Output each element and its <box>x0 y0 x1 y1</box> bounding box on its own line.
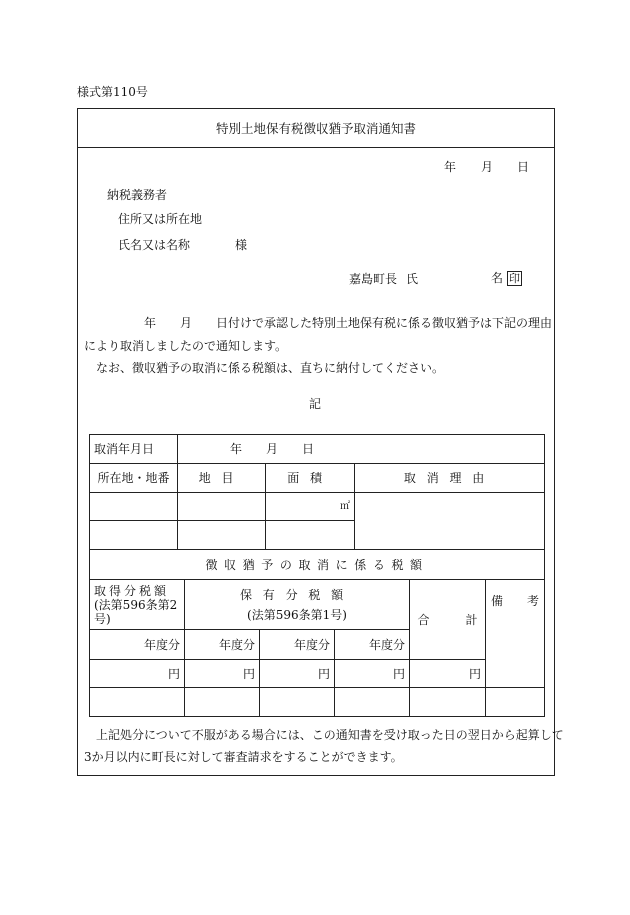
header-location: 所在地・地番 <box>90 464 178 493</box>
year-label-1: 年度分 <box>90 630 185 660</box>
yen-unit-4: 円 <box>335 660 410 688</box>
date-month: 月 <box>481 160 494 174</box>
acq-tax-sub: (法第596条第2号) <box>94 597 178 626</box>
remarks-cell <box>486 688 545 717</box>
amount-cell-total <box>410 688 486 717</box>
header-land-category: 地目 <box>178 464 266 493</box>
form-number: 様式第110号 <box>77 85 148 99</box>
date-year: 年 <box>444 160 457 174</box>
hold-tax-sub: (法第596条第1号) <box>247 607 347 622</box>
document-title: 特別土地保有税徴収猶予取消通知書 <box>215 121 416 136</box>
body-line-1: 年 月 日付けで承認した特別土地保有税に係る徴収猶予は下記の理由 <box>144 316 553 330</box>
issuer-given-char: 名 <box>491 271 504 285</box>
cell-area-unit: ㎡ <box>266 493 355 521</box>
acq-tax-label: 取得分税額 <box>94 583 170 598</box>
cancellation-table <box>89 434 545 550</box>
issuer-surname: 氏 <box>406 272 419 286</box>
year-label-2: 年度分 <box>185 630 260 660</box>
yen-unit-1: 円 <box>90 660 185 688</box>
yen-unit-total: 円 <box>410 660 486 688</box>
body-line-3: なお、徴収猶予の取消に係る税額は、直ちに納付してください。 <box>96 361 445 375</box>
yen-unit-3: 円 <box>260 660 335 688</box>
footer-line-1: 上記処分について不服がある場合には、この通知書を受け取った日の翌日から起算して <box>96 728 564 742</box>
honorific: 様 <box>235 238 248 252</box>
cancel-date-label: 取消年月日 <box>90 435 178 464</box>
amount-cell-3 <box>260 688 335 717</box>
footer-line-2: 3か月以内に町長に対して審査請求をすることができます。 <box>84 750 403 764</box>
issuer-title: 嘉島町長 <box>349 272 398 286</box>
tax-amount-table <box>89 549 545 717</box>
cell-category-2 <box>178 521 266 550</box>
remarks-header: 備 考 <box>486 580 545 688</box>
hold-tax-header <box>185 580 410 630</box>
cell-category-1 <box>178 493 266 521</box>
cell-reason <box>355 493 545 550</box>
total-header: 合 計 <box>410 580 486 660</box>
cell-location-2 <box>90 521 178 550</box>
date-day: 日 <box>517 160 530 174</box>
header-reason: 取消理由 <box>355 464 545 493</box>
tax-amount-heading: 徴収猶予の取消に係る税額 <box>90 550 545 580</box>
name-label: 氏名又は名称 <box>118 238 191 252</box>
seal-mark: 印 <box>509 272 521 285</box>
amount-cell-4 <box>335 688 410 717</box>
record-heading: 記 <box>309 397 322 411</box>
amount-cell-1 <box>90 688 185 717</box>
amount-cell-2 <box>185 688 260 717</box>
cell-area-2 <box>266 521 355 550</box>
cancel-date-value: 年 月 日 <box>178 435 545 464</box>
yen-unit-2: 円 <box>185 660 260 688</box>
body-line-2: により取消しましたので通知します。 <box>84 339 288 353</box>
cell-location-1 <box>90 493 178 521</box>
address-label: 住所又は所在地 <box>118 212 203 226</box>
header-area: 面積 <box>266 464 355 493</box>
year-label-4: 年度分 <box>335 630 410 660</box>
acq-tax-header <box>90 580 185 630</box>
year-label-3: 年度分 <box>260 630 335 660</box>
title-divider <box>77 147 555 148</box>
issuer-given <box>491 271 522 286</box>
hold-tax-label: 保有分税額 <box>239 587 354 602</box>
taxpayer-label: 納税義務者 <box>107 188 168 202</box>
